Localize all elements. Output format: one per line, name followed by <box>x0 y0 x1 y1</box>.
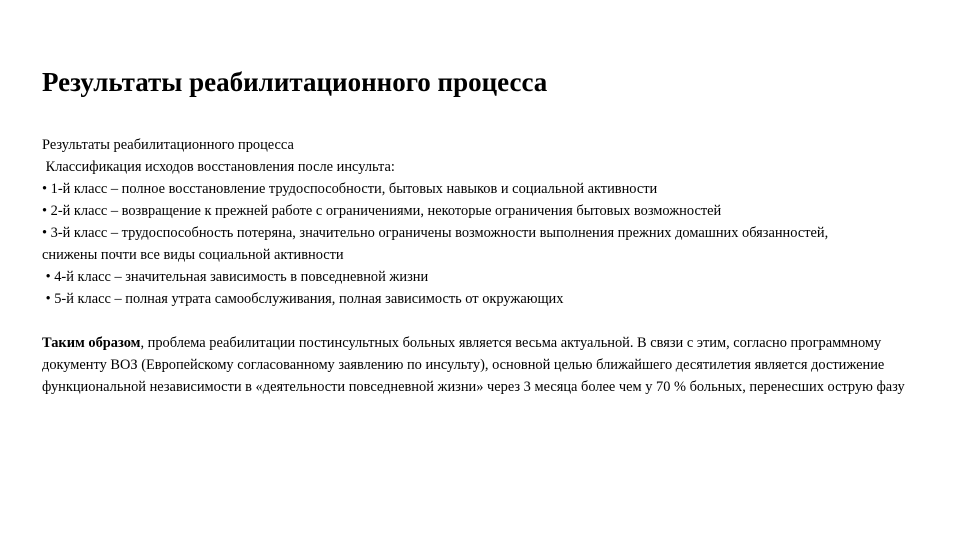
conclusion-lead: Таким образом <box>42 335 141 351</box>
class-item-2: • 2-й класс – возвращение к прежней работе с ограничениями, некоторые ограничения бытовых возможностей <box>42 203 722 219</box>
slide-title: Результаты реабилитационного процесса <box>42 67 548 97</box>
classification-heading: Классификация исходов восстановления после инсульта: <box>42 159 395 175</box>
class-item-5: • 5-й класс – полная утрата самообслуживания, полная зависимость от окружающих <box>42 291 564 307</box>
class-item-1: • 1-й класс – полное восстановление трудоспособности, бытовых навыков и социальной активности <box>42 181 658 197</box>
class-item-3: • 3-й класс – трудоспособность потеряна, значительно ограничены возможности выполнения прежних домашних обязанностей, снижены почти все виды социальной активности <box>42 225 829 263</box>
slide-body <box>42 134 922 398</box>
subtitle: Результаты реабилитационного процесса <box>42 137 294 153</box>
conclusion-paragraph <box>42 332 922 398</box>
class-item-4: • 4-й класс – значительная зависимость в повседневной жизни <box>42 269 429 285</box>
conclusion-text: , проблема реабилитации постинсультных больных является весьма актуальной. В связи с этим, согласно программному документу ВОЗ (Европейскому согласованному заявлению по инсульту), основной целью ближайшего десятилетия является достижение функциональной независимости в «деятельности повседневной жизни» через 3 месяца более чем у 70 % больных, перенесших острую фазу <box>42 335 905 395</box>
paragraph-gap <box>42 310 922 332</box>
